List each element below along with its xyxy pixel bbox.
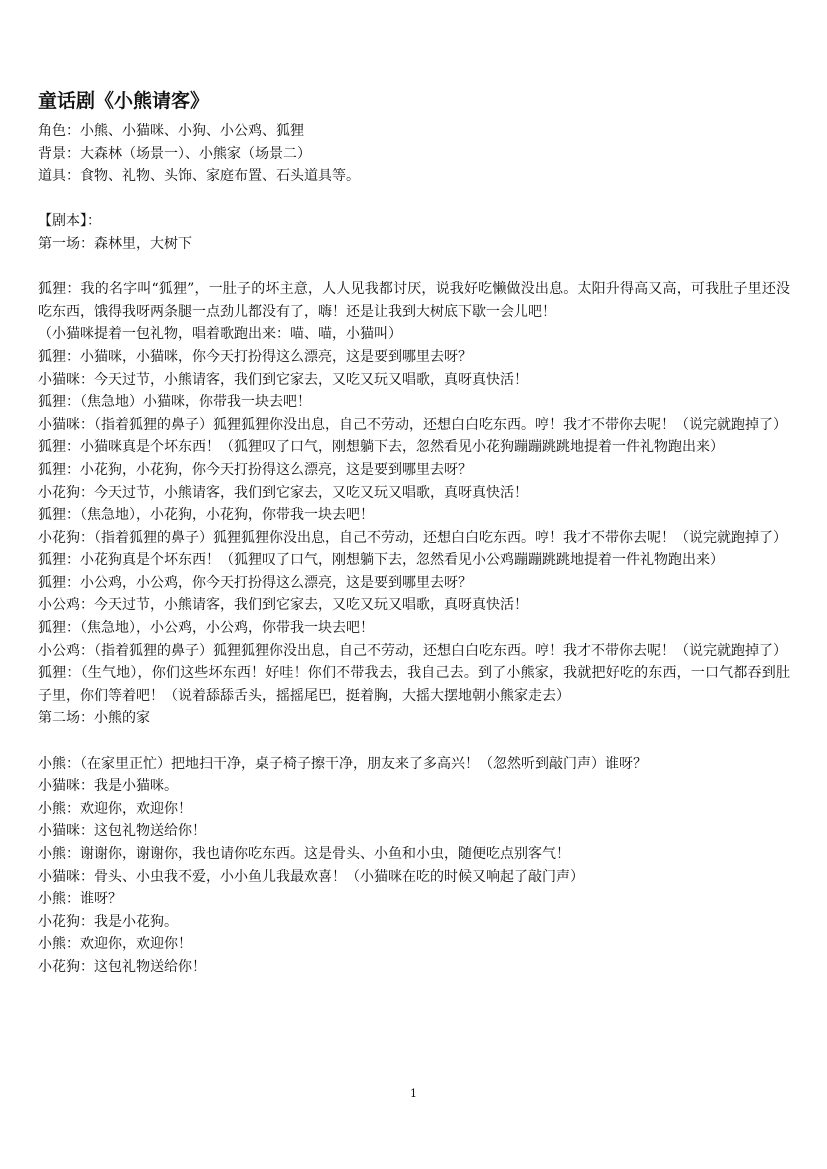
dialogue-line: 小花狗：今天过节，小熊请客，我们到它家去，又吃又玩又唱歌，真呀真快活！ [38, 484, 528, 501]
page-number: 1 [410, 1087, 417, 1100]
dialogue-line: 小公鸡：（指着狐狸的鼻子）狐狸狐狸你没出息，自己不劳动，还想白白吃东西。哼！我才不带你去呢！（说完就跑掉了） [38, 642, 787, 659]
document-title: 童话剧《小熊请客》 [38, 90, 210, 112]
props-line: 道具：食物、礼物、头饰、家庭布置、石头道具等。 [38, 168, 360, 185]
scene2-heading: 第二场：小熊的家 [38, 710, 150, 727]
dialogue-line: 小猫咪：这包礼物送给你！ [38, 823, 206, 840]
background-line: 背景：大森林（场景一）、小熊家（场景二） [38, 145, 311, 162]
dialogue-line: 小熊：谢谢你，谢谢你，我也请你吃东西。这是骨头、小鱼和小虫，随便吃点别客气！ [38, 846, 570, 862]
blank-line [38, 256, 790, 279]
dialogue-line: 小熊：欢迎你，欢迎你！ [38, 800, 192, 817]
dialogue-line: 小猫咪：我是小猫咪。 [38, 778, 178, 795]
stage-direction: （小猫咪提着一包礼物，唱着歌跑出来：喵、喵，小猫叫） [38, 326, 402, 343]
dialogue-line: 小猫咪：骨头、小虫我不爱，小小鱼儿我最欢喜！（小猫咪在吃的时候又响起了敲门声） [38, 868, 584, 885]
dialogue-line: 小猫咪：（指着狐狸的鼻子）狐狸狐狸你没出息，自己不劳动，还想白白吃东西。哼！我才不带你去呢！（说完就跑掉了） [38, 416, 787, 433]
blank-line [38, 730, 790, 753]
dialogue-line: 小熊：欢迎你，欢迎你！ [38, 936, 192, 953]
dialogue-line: 小熊：（在家里正忙）把地扫干净，桌子椅子擦干净，朋友来了多高兴！（忽然听到敲门声）谁呀？ [38, 755, 647, 772]
dialogue-line: 狐狸：小猫咪真是个坏东西！（狐狸叹了口气，刚想躺下去，忽然看见小花狗蹦蹦跳跳地提着一件礼物跑出来） [38, 439, 724, 456]
dialogue-line: 狐狸：我的名字叫“狐狸”，一肚子的坏主意，人人见我都讨厌，说我好吃懒做没出息。太阳升得高又高，可我肚子里还没吃东西，饿得我呀两条腿一点劲儿都没有了，嗨！还是让我到大树底下歇一会儿吧！ [38, 281, 790, 320]
dialogue-line: 狐狸：小猫咪，小猫咪，你今天打扮得这么漂亮，这是要到哪里去呀？ [38, 348, 472, 365]
dialogue-line: 狐狸：（焦急地），小公鸡，小公鸡，你带我一块去吧！ [38, 620, 374, 637]
dialogue-line: 小熊：谁呀？ [38, 891, 122, 908]
scene1-heading: 第一场：森林里，大树下 [38, 235, 192, 252]
dialogue-line: 狐狸：小花狗真是个坏东西！（狐狸叹了口气，刚想躺下去，忽然看见小公鸡蹦蹦跳跳地提着一件礼物跑出来） [38, 552, 724, 569]
dialogue-line: 小猫咪：今天过节，小熊请客，我们到它家去，又吃又玩又唱歌，真呀真快活！ [38, 371, 528, 388]
script-heading: 【剧本】： [38, 213, 101, 230]
dialogue-line: 小花狗：我是小花狗。 [38, 913, 178, 930]
dialogue-line: 小花狗：这包礼物送给你！ [38, 958, 206, 975]
dialogue-line: 小公鸡：今天过节，小熊请客，我们到它家去，又吃又玩又唱歌，真呀真快活！ [38, 597, 528, 614]
dialogue-line: 狐狸：（焦急地），小花狗，小花狗，你带我一块去吧！ [38, 507, 374, 524]
dialogue-line: 狐狸：（焦急地）小猫咪，你带我一块去吧！ [38, 394, 311, 411]
roles-line: 角色：小熊、小猫咪、小狗、小公鸡、狐狸 [38, 123, 304, 139]
blank-line [38, 188, 790, 211]
document-page [38, 88, 790, 979]
dialogue-line: 小花狗：（指着狐狸的鼻子）狐狸狐狸你没出息，自己不劳动，还想白白吃东西。哼！我才不带你去呢！（说完就跑掉了） [38, 529, 787, 546]
dialogue-line: 狐狸：（生气地），你们这些坏东西！好哇！你们不带我去，我自己去。到了小熊家，我就把好吃的东西，一口气都吞到肚子里，你们等着吧！（说着舔舔舌头，摇摇尾巴，挺着胸，大摇大摆地朝小熊家走去） [38, 665, 790, 704]
dialogue-line: 狐狸：小花狗，小花狗，你今天打扮得这么漂亮，这是要到哪里去呀？ [38, 461, 472, 478]
dialogue-line: 狐狸：小公鸡，小公鸡，你今天打扮得这么漂亮，这是要到哪里去呀？ [38, 574, 472, 591]
